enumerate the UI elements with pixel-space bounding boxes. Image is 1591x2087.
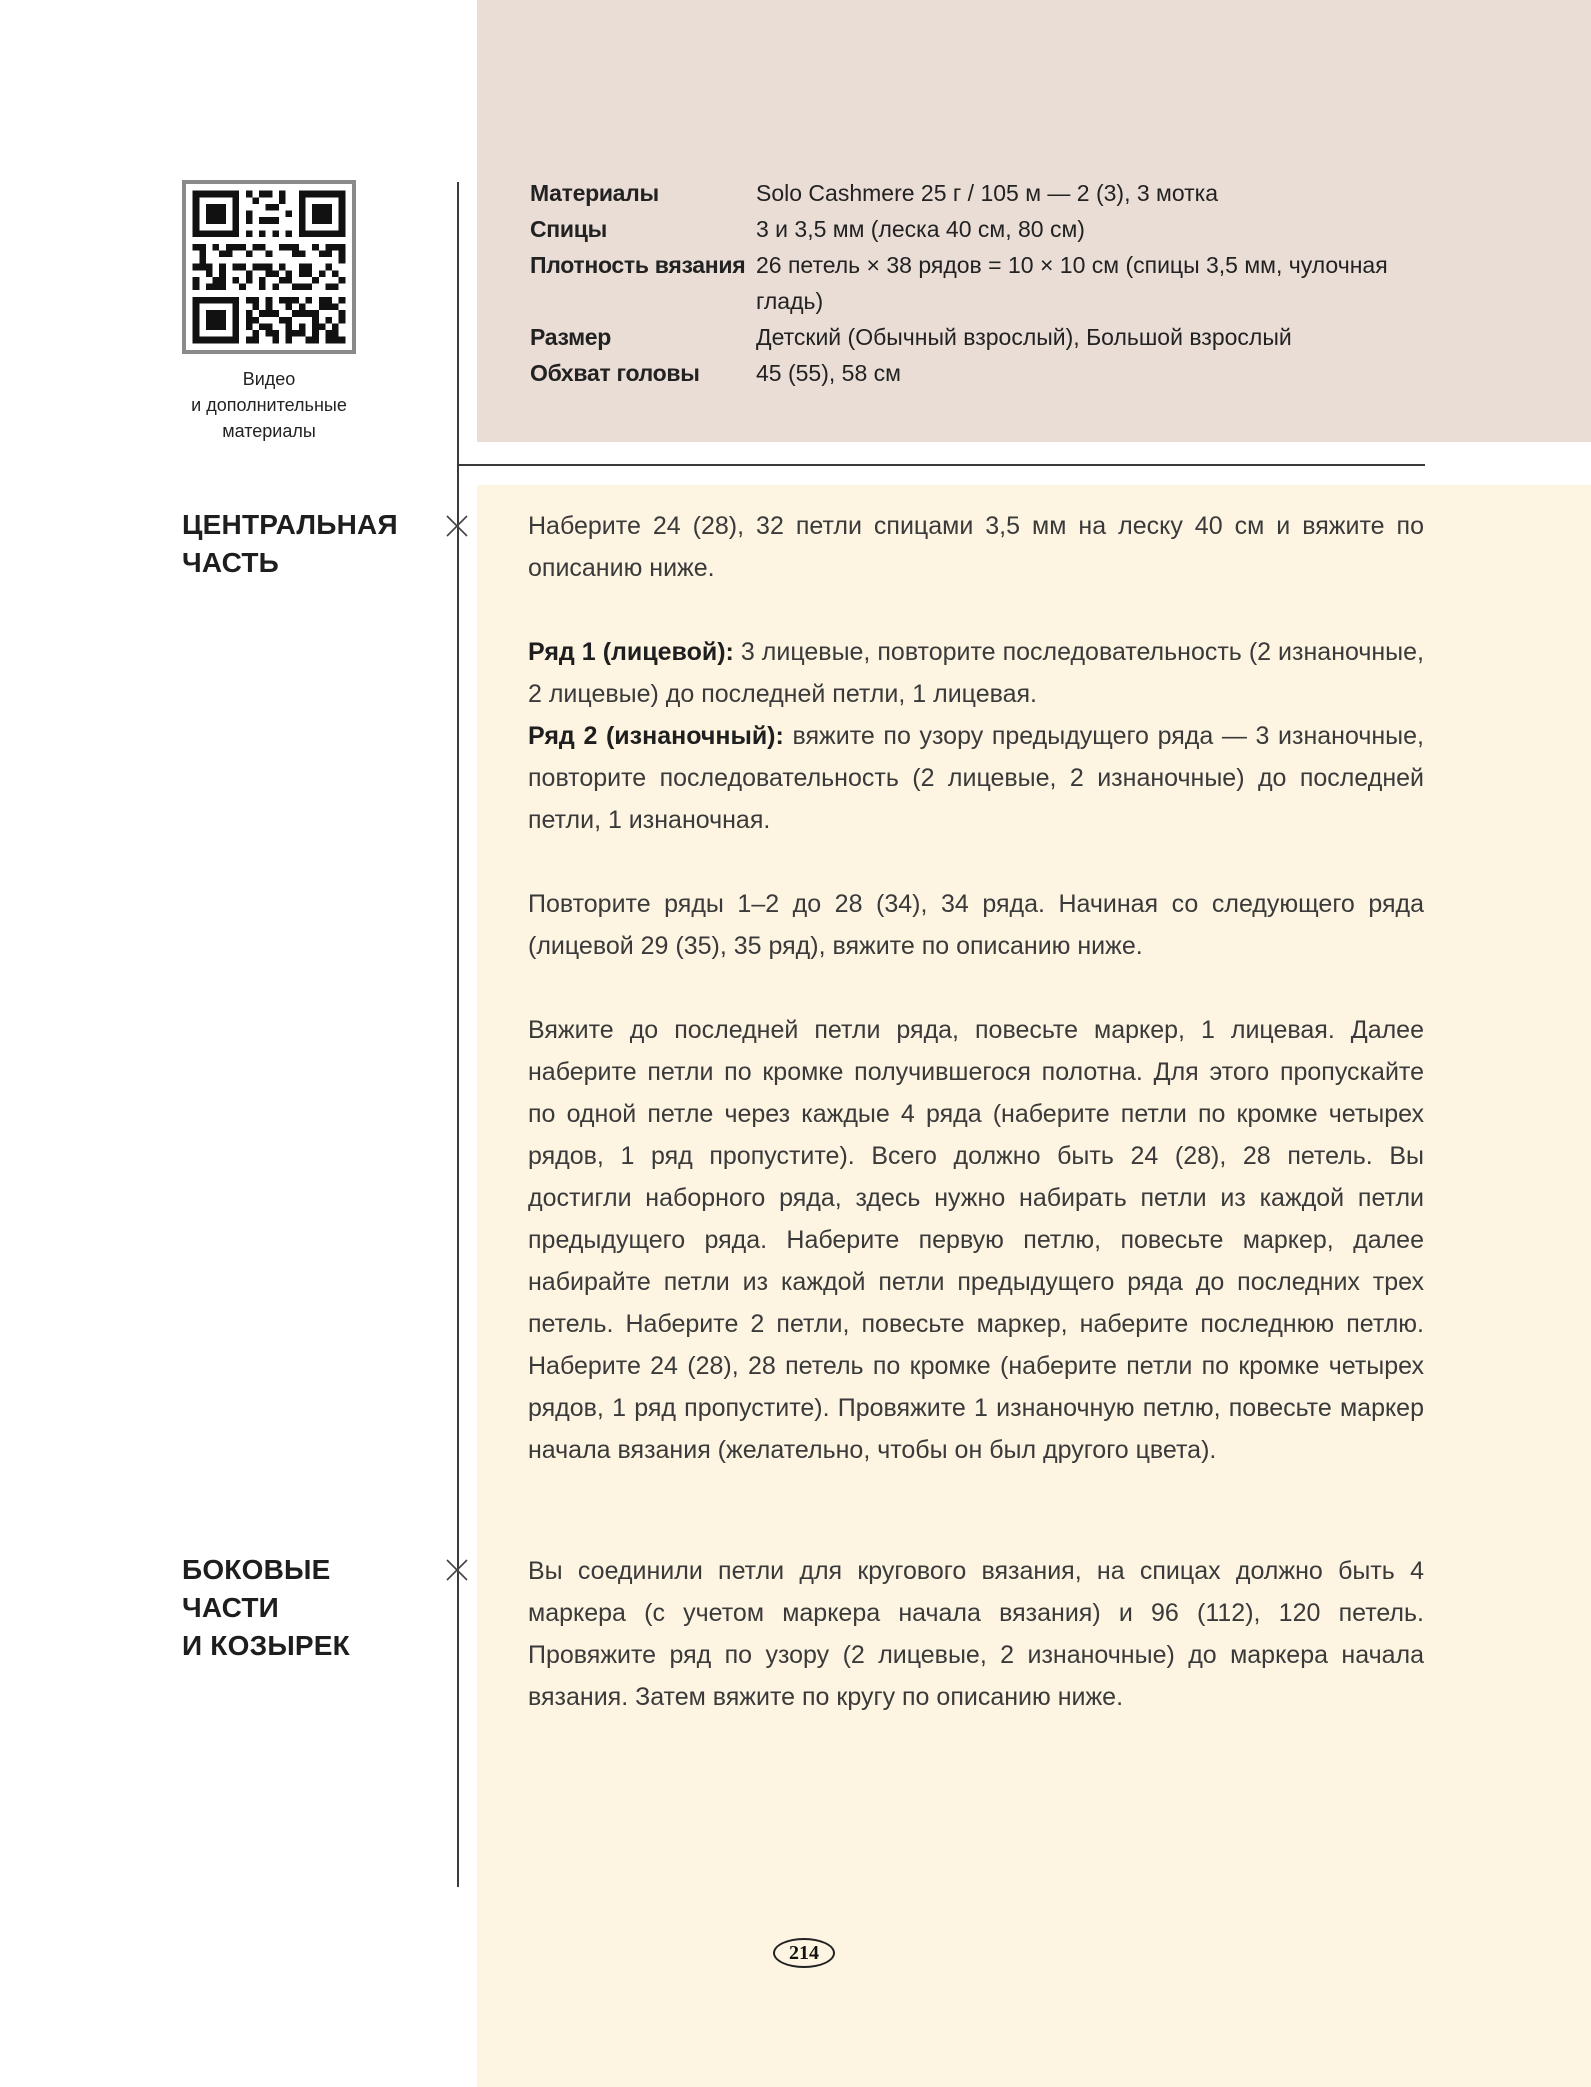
page-number: 214 (773, 1938, 835, 1968)
section-title-line: ЧАСТЬ (182, 547, 279, 578)
spec-label: Плотность вязания (530, 252, 746, 278)
row2-text: вяжите по узору предыдущего ряда — 3 изнаночные, повторите последовательность (2 лицевые, 2 изнаночные) до последней петли, 1 изнаночная. (528, 722, 1424, 834)
spec-row-size (530, 319, 1430, 355)
section-title-central (182, 506, 432, 582)
qr-caption (162, 366, 376, 444)
paragraph-row2 (528, 715, 1424, 841)
materials-table (530, 175, 1430, 391)
sides-text (528, 1550, 1424, 1718)
cross-icon (444, 1557, 470, 1583)
section-title-sides (182, 1551, 432, 1665)
horizontal-divider (457, 464, 1425, 466)
spec-value: 3 и 3,5 мм (леска 40 см, 80 см) (756, 216, 1085, 242)
spec-label: Спицы (530, 216, 607, 242)
row2-label: Ряд 2 (изнаночный): (528, 722, 784, 750)
spec-value: Solo Cashmere 25 г / 105 м — 2 (3), 3 мотка (756, 180, 1219, 206)
row1-text: 3 лицевые, повторите последовательность (2 изнаночные, 2 лицевые) до последней петли, 1 лицевая. (528, 638, 1425, 708)
qr-caption-line: Видео (242, 369, 296, 389)
paragraph-intro: Наберите 24 (28), 32 петли спицами 3,5 мм на леску 40 см и вяжите по описанию ниже. (528, 512, 1424, 582)
spec-row-gauge (530, 247, 1430, 319)
paragraph-pickup: Вяжите до последней петли ряда, повесьте маркер, 1 лицевая. Далее наберите петли по кромке получившегося полотна. Для этого пропускайте по одной петле через каждые 4 ряда (наберите петли по кромке четырех рядов, 1 ряд пропустите). Всего должно быть 24 (28), 28 петель. Вы достигли наборного ряда, здесь нужно набирать петли из каждой петли предыдущего ряда. Наберите первую петлю, повесьте маркер, далее набирайте петли из каждой петли предыдущего ряда до последних трех петель. Наберите 2 петли, повесьте маркер, наберите последнюю петлю. Наберите 24 (28), 28 петель по кромке (наберите петли по кромке четырех рядов, 1 ряд пропустите). Провяжите 1 изнаночную петлю, повесьте маркер начала вязания (желательно, чтобы он был другого цвета). (528, 1016, 1424, 1464)
qr-code-icon (186, 184, 352, 350)
spec-label: Размер (530, 324, 612, 350)
paragraph-sides: Вы соединили петли для кругового вязания, на спицах должно быть 4 маркера (с учетом маркера начала вязания) и 96 (112), 120 петель. Провяжите ряд по узору (2 лицевые, 2 изнаночные) до маркера начала вязания. Затем вяжите по кругу по описанию ниже. (528, 1557, 1424, 1711)
spec-value: Детский (Обычный взрослый), Большой взрослый (756, 324, 1292, 350)
spec-row-head-circumference (530, 355, 1430, 391)
paragraph-row1 (528, 631, 1424, 715)
spec-row-materials (530, 175, 1430, 211)
qr-code[interactable] (182, 180, 356, 354)
row1-label: Ряд 1 (лицевой): (528, 638, 734, 666)
spec-label: Материалы (530, 180, 659, 206)
central-part-text (528, 505, 1424, 1471)
cross-icon (444, 513, 470, 539)
section-title-line: И КОЗЫРЕК (182, 1630, 350, 1661)
section-title-line: ЦЕНТРАЛЬНАЯ (182, 509, 398, 540)
vertical-divider (457, 182, 459, 1887)
spec-value: 26 петель × 38 рядов = 10 × 10 см (спицы 3,5 мм, чулочная гладь) (756, 252, 1388, 314)
spec-value: 45 (55), 58 см (756, 360, 901, 386)
qr-caption-line: материалы (222, 421, 316, 441)
spec-row-needles (530, 211, 1430, 247)
section-title-line: БОКОВЫЕ ЧАСТИ (182, 1554, 331, 1623)
qr-caption-line: и дополнительные (191, 395, 347, 415)
paragraph-repeat: Повторите ряды 1–2 до 28 (34), 34 ряда. Начиная со следующего ряда (лицевой 29 (35), 35 ряд), вяжите по описанию ниже. (528, 890, 1424, 960)
spec-label: Обхват головы (530, 360, 700, 386)
